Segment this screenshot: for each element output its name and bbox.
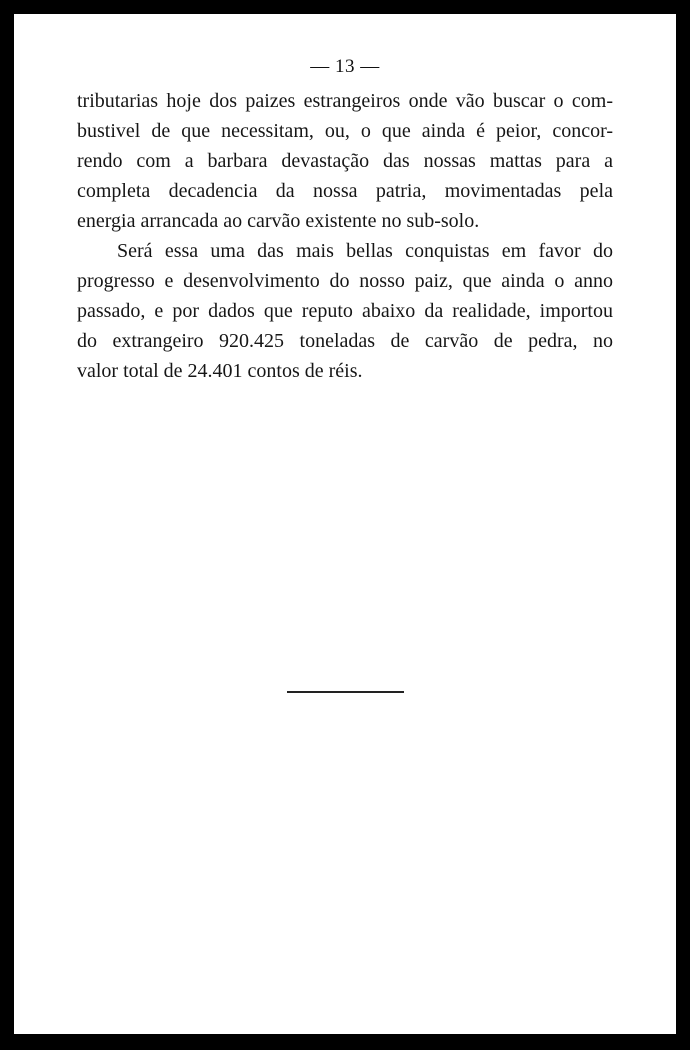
page-number: — 13 — — [310, 56, 380, 77]
text-line: rendo com a barbara devastação das nossas mattas para a — [77, 150, 613, 172]
text-line: passado, e por dados que reputo abaixo da realidade, importou — [77, 300, 613, 322]
text-line: Será essa uma das mais bellas conquistas em favor do — [117, 240, 613, 262]
closing-rule — [287, 691, 404, 693]
text-line: valor total de 24.401 contos de réis. — [77, 360, 363, 382]
paragraph-1 — [77, 86, 613, 236]
text-line: do extrangeiro 920.425 toneladas de carvão de pedra, no — [77, 330, 613, 352]
text-line: completa decadencia da nossa patria, movimentadas pela — [77, 180, 613, 202]
book-page — [14, 14, 676, 1034]
text-line: energia arrancada ao carvão existente no sub-solo. — [77, 210, 480, 232]
text-line: bustivel de que necessitam, ou, o que ainda é peior, concor- — [77, 120, 613, 142]
paragraph-2 — [77, 236, 613, 386]
text-line: tributarias hoje dos paizes estrangeiros onde vão buscar o com- — [77, 90, 613, 112]
body-text — [77, 86, 613, 386]
text-line: progresso e desenvolvimento do nosso paiz, que ainda o anno — [77, 270, 613, 292]
